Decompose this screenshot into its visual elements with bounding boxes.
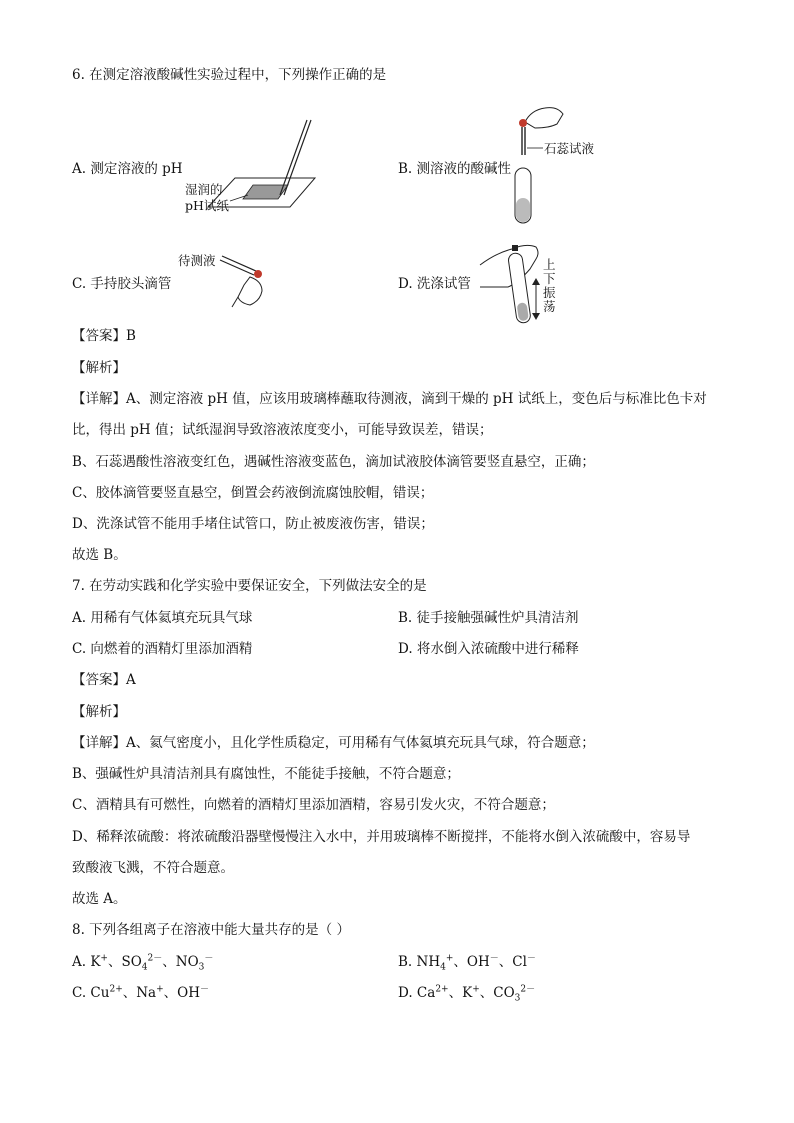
q6-option-c: C. 手持胶头滴管: [72, 276, 172, 292]
q6-detail-line: 比，得出 pH 值；试纸湿润导致溶液浓度变小，可能导致误差，错误；: [72, 422, 493, 438]
shake-note-3: 振: [543, 285, 556, 300]
q7-option-c: C. 向燃着的酒精灯里添加酒精: [72, 641, 253, 657]
q7-detail-line: B、强碱性炉具清洁剂具有腐蚀性，不能徒手接触，不符合题意；: [72, 766, 460, 782]
dropper-note: 待测液: [178, 253, 216, 268]
q7-analysis: 【解析】: [72, 704, 126, 720]
q6-detail-line: D、洗涤试管不能用手堵住试管口，防止被废液伤害，错误；: [72, 516, 434, 532]
q7-detail-line: 致酸液飞溅，不符合题意。: [72, 860, 234, 876]
q6-detail-line: B、石蕊遇酸性溶液变红色，遇碱性溶液变蓝色，滴加试液胶体滴管要竖直悬空，正确；: [72, 454, 595, 470]
shake-note-2: 下: [543, 271, 556, 286]
q8-option-a: A. K+、$SO_4^{2-}$、$NO_3^-$: [72, 953, 214, 973]
q8-option-d: D. $Ca^{2+}$、K+、$CO_3^{2-}$: [398, 984, 536, 1004]
up-down-arrow-icon: [530, 278, 542, 320]
q7-option-b: B. 徒手接触强碱性炉具清洁剂: [398, 610, 579, 626]
shake-note-1: 上: [543, 257, 556, 272]
q6-answer: 【答案】B: [72, 328, 136, 344]
q7-detail-line: 【详解】A、氦气密度小，且化学性质稳定，可用稀有气体氦填充玩具气球，符合题意；: [72, 735, 595, 751]
litmus-note: 石蕊试液: [544, 141, 595, 156]
q6-stem: 6. 在测定溶液酸碱性实验过程中，下列操作正确的是: [72, 67, 387, 83]
q6-option-b: B. 测溶液的酸碱性: [398, 161, 512, 177]
q6-option-d: D. 洗涤试管: [398, 276, 471, 292]
q6-detail-line: C、胶体滴管要竖直悬空，倒置会药液倒流腐蚀胶帽，错误；: [72, 485, 434, 501]
q8-stem: 8. 下列各组离子在溶液中能大量共存的是（ ）: [72, 922, 350, 938]
hand-dropper-figure: [210, 255, 280, 315]
q8-option-c: C. $Cu^{2+}$、Na+、OH－: [72, 984, 210, 1001]
q7-option-d: D. 将水倒入浓硫酸中进行稀释: [398, 641, 579, 657]
q6-option-a: A. 测定溶液的 pH: [72, 161, 183, 177]
q8-option-b: B. $NH_4^+$、OH－、Cl－: [398, 953, 536, 973]
q6-detail-line: 故选 B。: [72, 547, 127, 563]
ph-paper-note-1: 湿润的: [185, 182, 223, 197]
q6-analysis: 【解析】: [72, 360, 126, 376]
q7-detail-line: D、稀释浓硫酸：将浓硫酸沿器壁慢慢注入水中，并用玻璃棒不断搅拌，不能将水倒入浓硫酸中，容易导: [72, 829, 691, 845]
q7-stem: 7. 在劳动实践和化学实验中要保证安全，下列做法安全的是: [72, 578, 427, 594]
ph-paper-note-2: pH试纸: [185, 198, 229, 213]
q7-detail-line: C、酒精具有可燃性，向燃着的酒精灯里添加酒精，容易引发火灾，不符合题意；: [72, 797, 555, 813]
litmus-dropper-figure: [505, 100, 575, 230]
q7-option-a: A. 用稀有气体氦填充玩具气球: [72, 610, 253, 626]
shake-note-4: 荡: [543, 299, 556, 314]
q6-detail-line: 【详解】A、测定溶液 pH 值，应该用玻璃棒蘸取待测液，滴到干燥的 pH 试纸上，变色后与标准比色卡对: [72, 391, 707, 407]
q7-answer: 【答案】A: [72, 672, 136, 688]
q7-detail-line: 故选 A。: [72, 891, 127, 907]
